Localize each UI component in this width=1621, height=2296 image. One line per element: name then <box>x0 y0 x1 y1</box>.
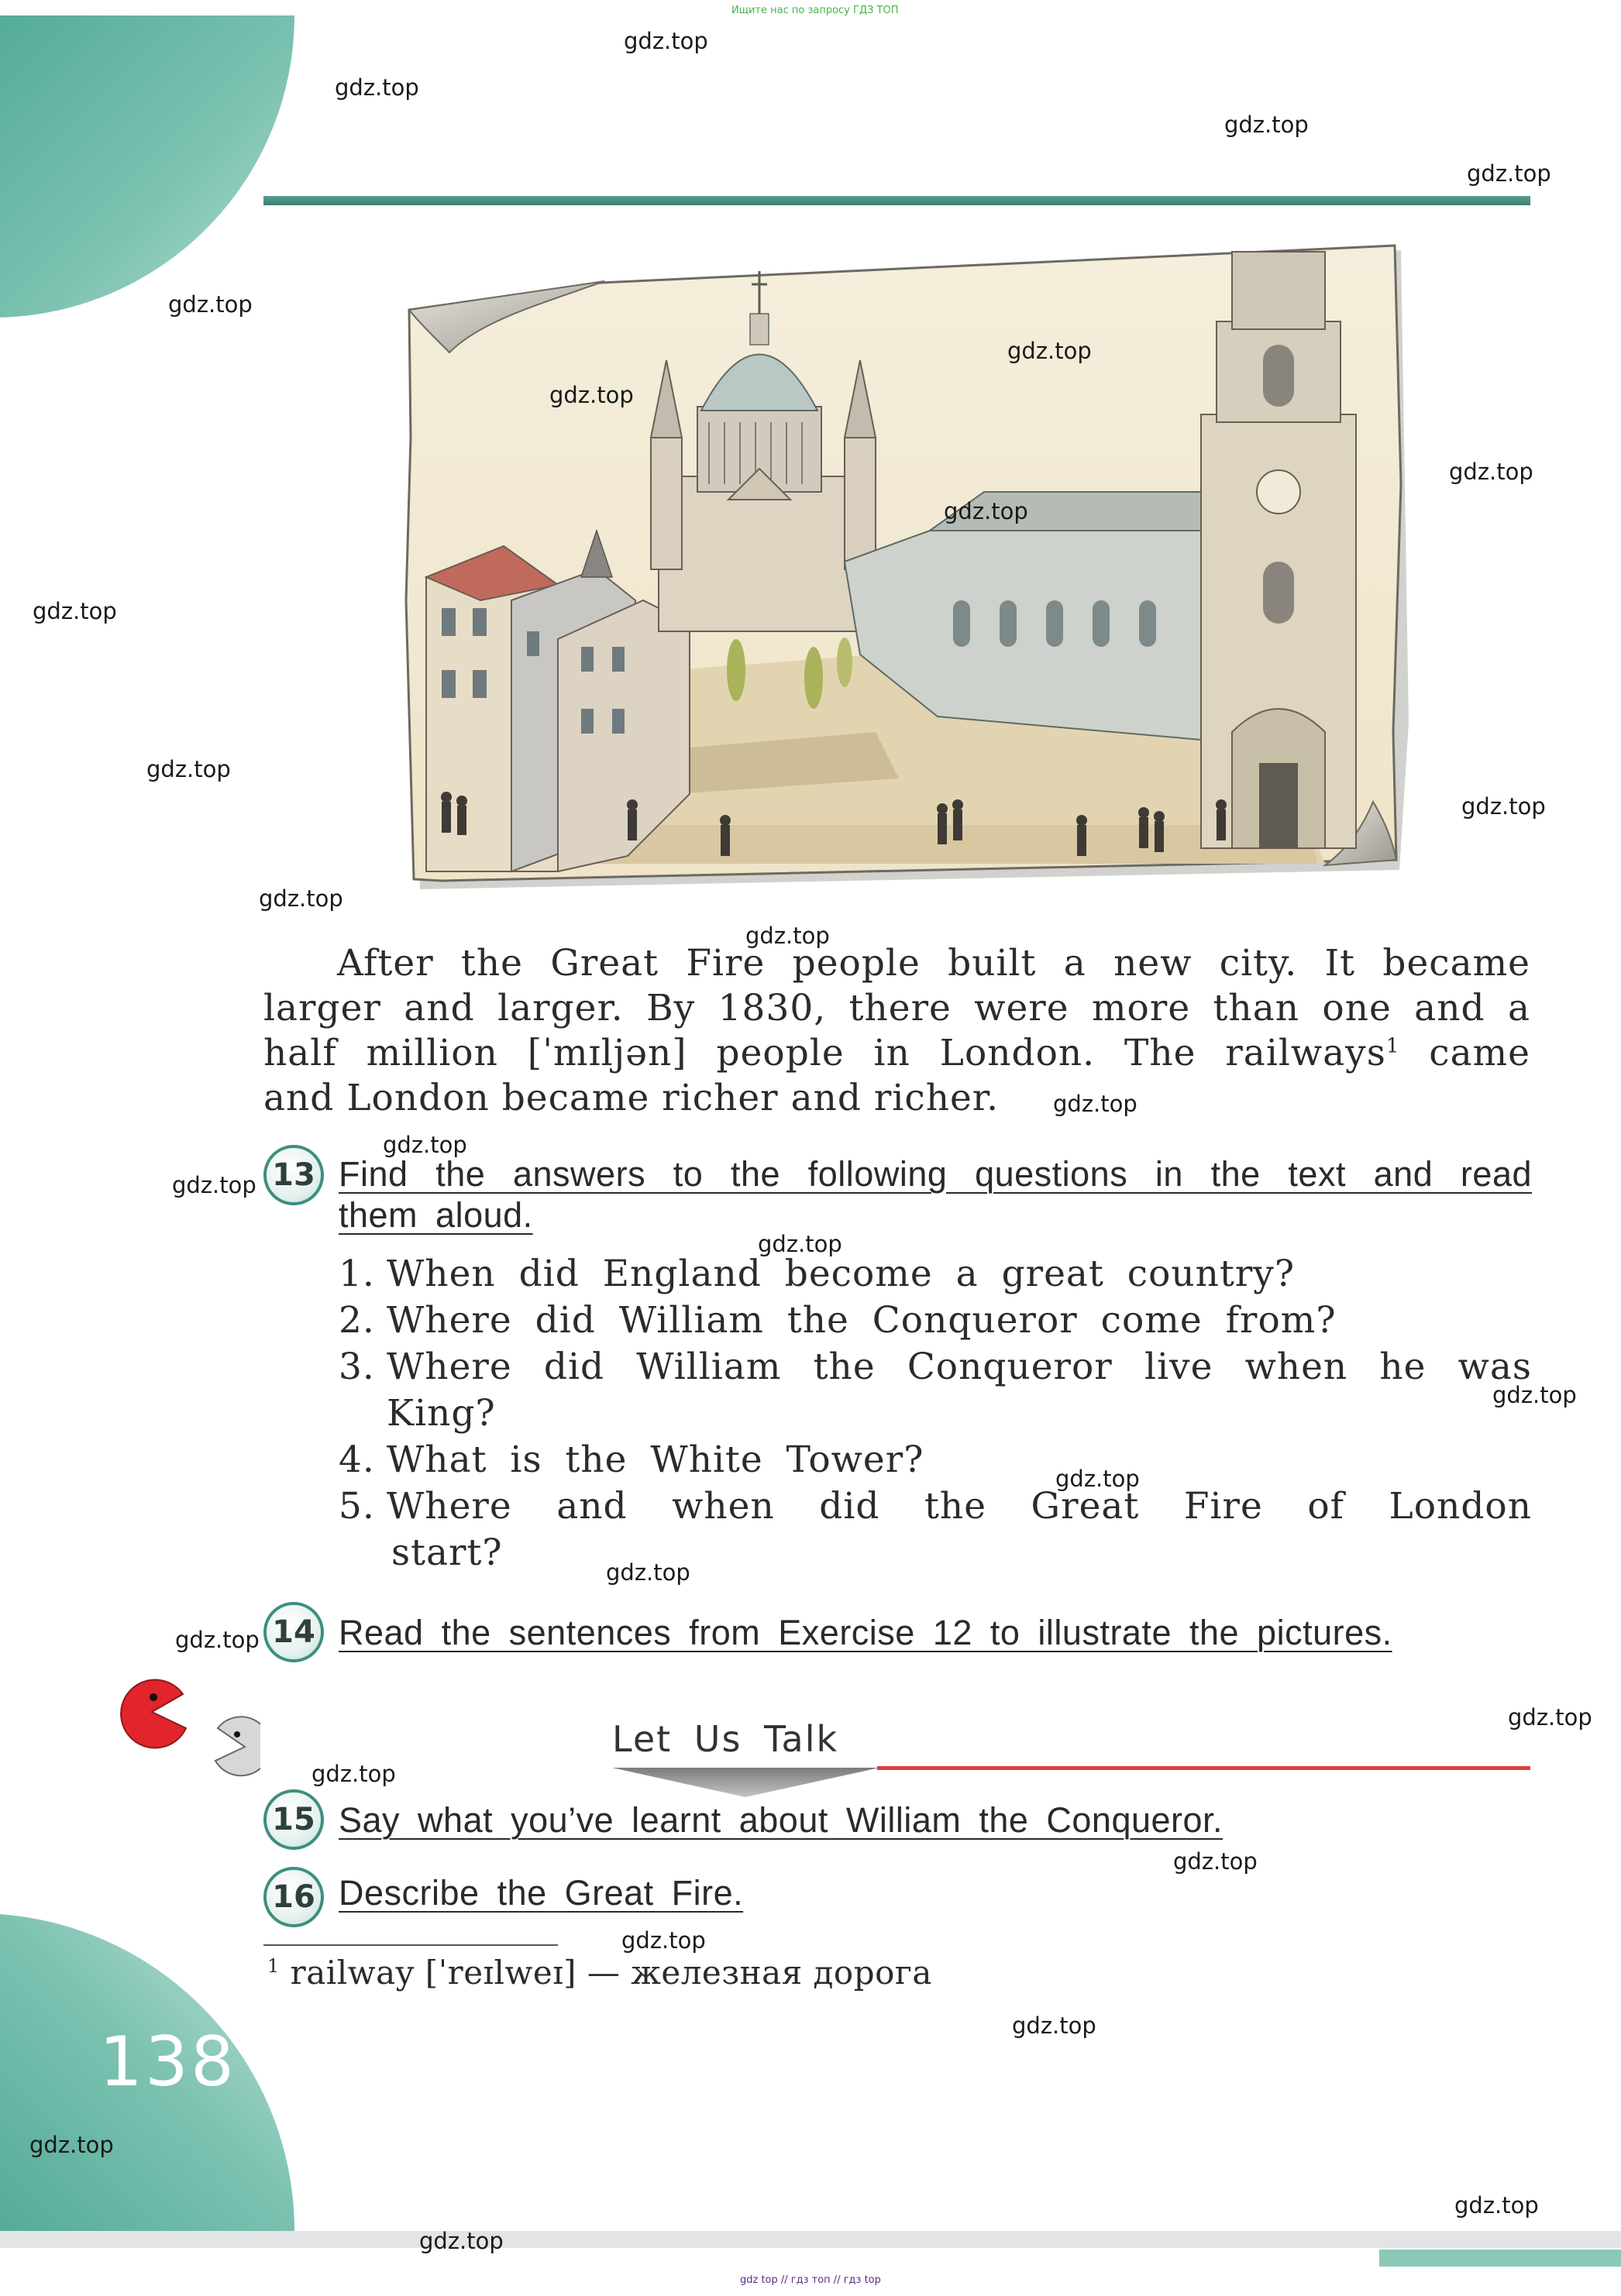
watermark-text: gdz.top <box>745 923 830 949</box>
watermark-text: gdz.top <box>606 1559 690 1586</box>
paragraph-line: After the Great Fire people built a new city. It became <box>337 942 1530 985</box>
watermark-text: gdz.top <box>944 498 1028 524</box>
footer-bar-accent <box>1379 2250 1621 2267</box>
footnote <box>267 1954 932 1992</box>
watermark-text: gdz.top <box>1224 112 1309 138</box>
question-item <box>339 1251 1532 1298</box>
watermark-text: gdz.top <box>624 28 708 54</box>
exercise-number-14: 14 <box>263 1602 324 1662</box>
exercise-number-13: 13 <box>263 1145 324 1205</box>
question-text: Where and when did the Great Fire of London <box>387 1485 1532 1528</box>
exercise-number-15: 15 <box>263 1789 324 1850</box>
exercise-13-instruction-line1: Find the answers to the following questions in the text and read <box>339 1154 1532 1194</box>
watermark-text: gdz.top <box>146 756 231 782</box>
exercise-14-instruction: Read the sentences from Exercise 12 to illustrate the pictures. <box>339 1613 1392 1652</box>
watermark-text: gdz.top <box>259 885 343 912</box>
question-number: 1. <box>339 1253 375 1295</box>
london-illustration <box>395 236 1410 895</box>
paragraph-line-part: half million [ˈmɪljən] people in London. The railways <box>263 1032 1386 1074</box>
paragraph-line-part: came <box>1429 1032 1530 1074</box>
red-pacman-icon <box>121 1679 186 1748</box>
questions-list <box>339 1251 1532 1576</box>
watermark-text: gdz.top <box>29 2132 114 2158</box>
question-item <box>339 1437 1532 1483</box>
grey-pacman-icon <box>215 1717 260 1775</box>
watermark-text: gdz.top <box>311 1761 396 1787</box>
watermark-text: gdz.top <box>1454 2192 1539 2219</box>
watermark-text: gdz.top <box>1461 793 1546 820</box>
watermark-text: gdz.top <box>172 1172 256 1198</box>
watermark-text: gdz.top <box>1449 459 1533 485</box>
question-item <box>339 1344 1532 1390</box>
watermark-text: gdz.top <box>383 1132 467 1158</box>
question-text: start? <box>391 1531 503 1574</box>
question-number: 3. <box>339 1346 375 1388</box>
question-item <box>339 1298 1532 1344</box>
footnote-marker: 1 <box>267 1955 280 1977</box>
watermark-text: gdz.top <box>1467 160 1551 187</box>
watermark-text: gdz.top <box>175 1627 260 1653</box>
exercise-13-instruction-line2: them aloud. <box>339 1195 533 1235</box>
header-rule <box>263 196 1530 205</box>
site-top-note: Ищите нас по запросу ГДЗ ТОП <box>731 5 899 16</box>
question-item-continued <box>339 1390 1532 1437</box>
page-number: 138 <box>99 2022 236 2102</box>
watermark-text: gdz.top <box>419 2228 504 2254</box>
let-us-talk-arrow-icon <box>612 1768 879 1799</box>
reading-paragraph <box>263 941 1530 1121</box>
paragraph-line <box>263 1031 1530 1076</box>
footnote-text: railway [ˈreɪlweɪ] — железная дорога <box>290 1954 932 1992</box>
watermark-text: gdz.top <box>168 291 253 318</box>
paragraph-line: larger and larger. By 1830, there were more than one and a <box>263 987 1530 1029</box>
question-text: When did England become a great country? <box>387 1253 1296 1295</box>
watermark-text: gdz.top <box>1492 1382 1577 1408</box>
footnote-rule <box>263 1944 558 1946</box>
corner-decoration-top-left <box>0 15 294 318</box>
watermark-text: gdz.top <box>758 1231 842 1257</box>
question-text: Where did William the Conqueror live when he was <box>387 1346 1532 1388</box>
watermark-text: gdz.top <box>1012 2012 1096 2039</box>
question-number: 5. <box>339 1485 375 1528</box>
watermark-text: gdz.top <box>1053 1091 1137 1117</box>
question-number: 2. <box>339 1299 375 1342</box>
footnote-marker: 1 <box>1385 1034 1400 1058</box>
exercise-16-instruction: Describe the Great Fire. <box>339 1873 744 1913</box>
question-item <box>339 1483 1532 1530</box>
exercise-15-instruction: Say what you’ve learnt about William the Conqueror. <box>339 1800 1223 1840</box>
footer-bar <box>0 2231 1621 2248</box>
watermark-text: gdz.top <box>1007 338 1092 364</box>
watermark-text: gdz.top <box>1055 1466 1140 1492</box>
site-bottom-note: gdz top // гдз топ // гдз top <box>740 2274 881 2286</box>
paragraph-line: and London became richer and richer. <box>263 1077 1000 1119</box>
question-item-continued <box>339 1530 1532 1576</box>
watermark-text: gdz.top <box>1173 1848 1258 1875</box>
watermark-text: gdz.top <box>621 1927 706 1954</box>
question-text: King? <box>387 1392 496 1435</box>
watermark-text: gdz.top <box>335 74 419 101</box>
question-text: What is the White Tower? <box>387 1438 924 1481</box>
question-text: Where did William the Conqueror come from? <box>387 1299 1337 1342</box>
let-us-talk-heading: Let Us Talk <box>612 1718 839 1760</box>
watermark-text: gdz.top <box>549 382 634 408</box>
question-number: 4. <box>339 1438 375 1481</box>
watermark-text: gdz.top <box>33 598 117 624</box>
let-us-talk-rule <box>877 1766 1530 1770</box>
exercise-number-16: 16 <box>263 1867 324 1927</box>
pacman-decoration <box>105 1677 260 1782</box>
watermark-text: gdz.top <box>1508 1704 1592 1731</box>
